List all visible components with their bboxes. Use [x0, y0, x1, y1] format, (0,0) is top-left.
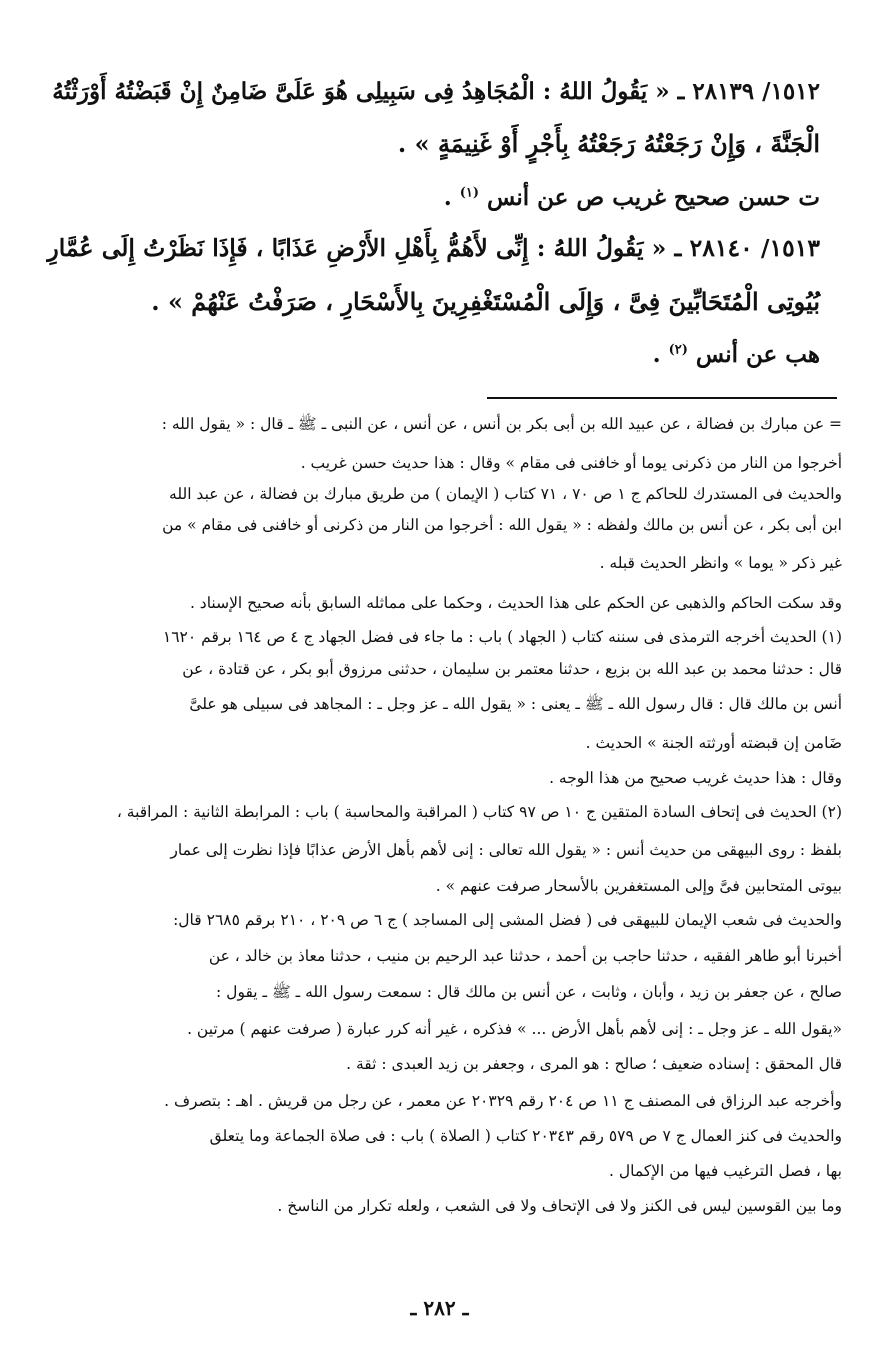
footnote-line: وما بين القوسين ليس فى الكنز ولا فى الإتحاف ولا فى الشعب ، ولعله تكرار من الناسخ .	[277, 1197, 842, 1215]
page-number: ـ ٢٨٢ ـ	[410, 1296, 469, 1320]
footnote-line: ابن أبى بكر ، عن أنس بن مالك ولفظه : « يقول الله : أخرجوا من النار من ذكرنى أو خافنى فى مقام » من	[162, 516, 842, 534]
footnote-line: أنس بن مالك قال : قال رسول الله ـ ﷺ ـ يعنى : « يقول الله ـ عز وجل ـ : المجاهد فى سبيلى هو علىَّ	[189, 695, 842, 713]
footnote-ref-2: (٢)	[668, 342, 688, 358]
footnote-line: قال : حدثنا محمد بن عبد الله بن بزيع ، حدثنا معتمر بن سليمان ، حدثنى مرزوق أبو بكر ، عن قتادة ، عن	[182, 660, 842, 678]
footnote-line: (١) الحديث أخرجه الترمذى فى سننه كتاب ( الجهاد ) باب : ما جاء فى فضل الجهاد ج ٤ ص ١٦٤ برقم ١٦٢٠	[162, 628, 842, 646]
footnote-line: صالح ، عن جعفر بن زيد ، وأبان ، وثابت ، عن أنس بن مالك قال : سمعت رسول الله ـ ﷺ ـ يقول :	[216, 983, 842, 1001]
hadith-1513-source	[42, 341, 820, 368]
footnote-line: وقد سكت الحاكم والذهبى عن الحكم على هذا الحديث ، وحكما على مماثله السابق بأنه صحيح الإسناد .	[189, 594, 842, 612]
hadith-1512-line-1: ١٥١٢/ ٢٨١٣٩ ـ « يَقُولُ اللهُ : الْمُجَاهِدُ فِى سَبِيلِى هُوَ عَلَىَّ ضَامِنٌ إِنْ قَبَضْتُهُ أَوْرَثْتُهُ	[52, 78, 820, 105]
footnote-line: بها ، فصل الترغيب فيها من الإكمال .	[609, 1162, 842, 1180]
source-end: .	[652, 341, 661, 368]
source-text: ت حسن صحيح غريب ص عن أنس	[487, 184, 820, 211]
footnote-line: وقال : هذا حديث غريب صحيح من هذا الوجه .	[549, 769, 842, 787]
footnote-line: والحديث فى كنز العمال ج ٧ ص ٥٧٩ رقم ٢٠٣٤٣ كتاب ( الصلاة ) باب : فى صلاة الجماعة وما يتعلق	[209, 1127, 842, 1145]
footnote-line: أخبرنا أبو طاهر الفقيه ، حدثنا حاجب بن أحمد ، حدثنا عبد الرحيم بن منيب ، حدثنا معاذ بن خالد ، عن	[208, 947, 842, 965]
footnote-line: قال المحقق : إسناده ضعيف ؛ صالح : هو المرى ، وجعفر بن زيد العبدى : ثقة .	[346, 1055, 842, 1073]
hadith-1512-source	[42, 184, 820, 211]
footnote-line: والحديث فى شعب الإيمان للبيهقى فى ( فضل المشى إلى المساجد ) ج ٦ ص ٢٠٩ ، ٢١٠ برقم ٢٦٨٥ قال:	[173, 911, 842, 929]
footnote-line: وأخرجه عبد الرزاق فى المصنف ج ١١ ص ٢٠٤ رقم ٢٠٣٢٩ عن معمر ، عن رجل من قريش . اهـ : بتصرف .	[164, 1092, 842, 1110]
footnote-line: أخرجوا من النار من ذكرنى يوما أو خافنى فى مقام » وقال : هذا حديث حسن غريب .	[300, 454, 842, 472]
hadith-1512-line-2: الْجَنَّةَ ، وَإِنْ رَجَعْتُهُ رَجَعْتُهُ بِأَجْرٍ أَوْ غَنِيمَةٍ » .	[397, 129, 820, 158]
footnote-line: = عن مبارك بن فضالة ، عن عبيد الله بن أبى بكر بن أنس ، عن أنس ، عن النبى ـ ﷺ ـ قال : « يقول الله :	[161, 415, 842, 433]
footnote-line: بيوتى المتحابين فىَّ وإلى المستغفرين بالأسحار صرفت عنهم » .	[435, 877, 842, 895]
hadith-1513-line-2: بُيُوتِى الْمُتَحَابِّينَ فِىَّ ، وَإِلَى الْمُسْتَغْفِرِينَ بِالأَسْحَارِ ، صَرَفْتُ عَنْهُمْ » .	[151, 287, 820, 316]
footnote-line: «يقول الله ـ عز وجل ـ : إنى لأهم بأهل الأرض ... » فذكره ، غير أنه كرر عبارة ( صرفت عنهم ) مرتين .	[187, 1020, 842, 1038]
footnote-ref-1: (١)	[459, 185, 480, 201]
footnote-line: غير ذكر « يوما » وانظر الحديث قبله .	[599, 554, 842, 572]
footnote-line: ضَامن إن قبضته أورثته الجنة » الحديث .	[585, 734, 842, 752]
footnote-line: (٢) الحديث فى إتحاف السادة المتقين ج ١٠ ص ٩٧ كتاب ( المراقبة والمحاسبة ) باب : المرابطة الثانية : المراقبة ،	[116, 803, 842, 821]
hadith-1513-line-1: ١٥١٣/ ٢٨١٤٠ ـ « يَقُولُ اللهُ : إِنِّى لأَهُمُّ بِأَهْلِ الأَرْضِ عَذَابًا ، فَإِذَا نَظَرْتُ إِلَى عُمَّارِ	[47, 234, 820, 262]
footnote-separator	[487, 397, 837, 399]
source-text: هب عن أنس	[695, 341, 820, 368]
footnote-line: والحديث فى المستدرك للحاكم ج ١ ص ٧٠ ، ٧١ كتاب ( الإيمان ) من طريق مبارك بن فضالة ، عن عبد الله	[169, 485, 842, 503]
source-end: .	[443, 184, 452, 211]
footnote-line: بلفظ : روى البيهقى من حديث أنس : « يقول الله تعالى : إنى لأهم بأهل الأرض عذابًا فإذا نظرت إلى عمار	[170, 841, 842, 859]
